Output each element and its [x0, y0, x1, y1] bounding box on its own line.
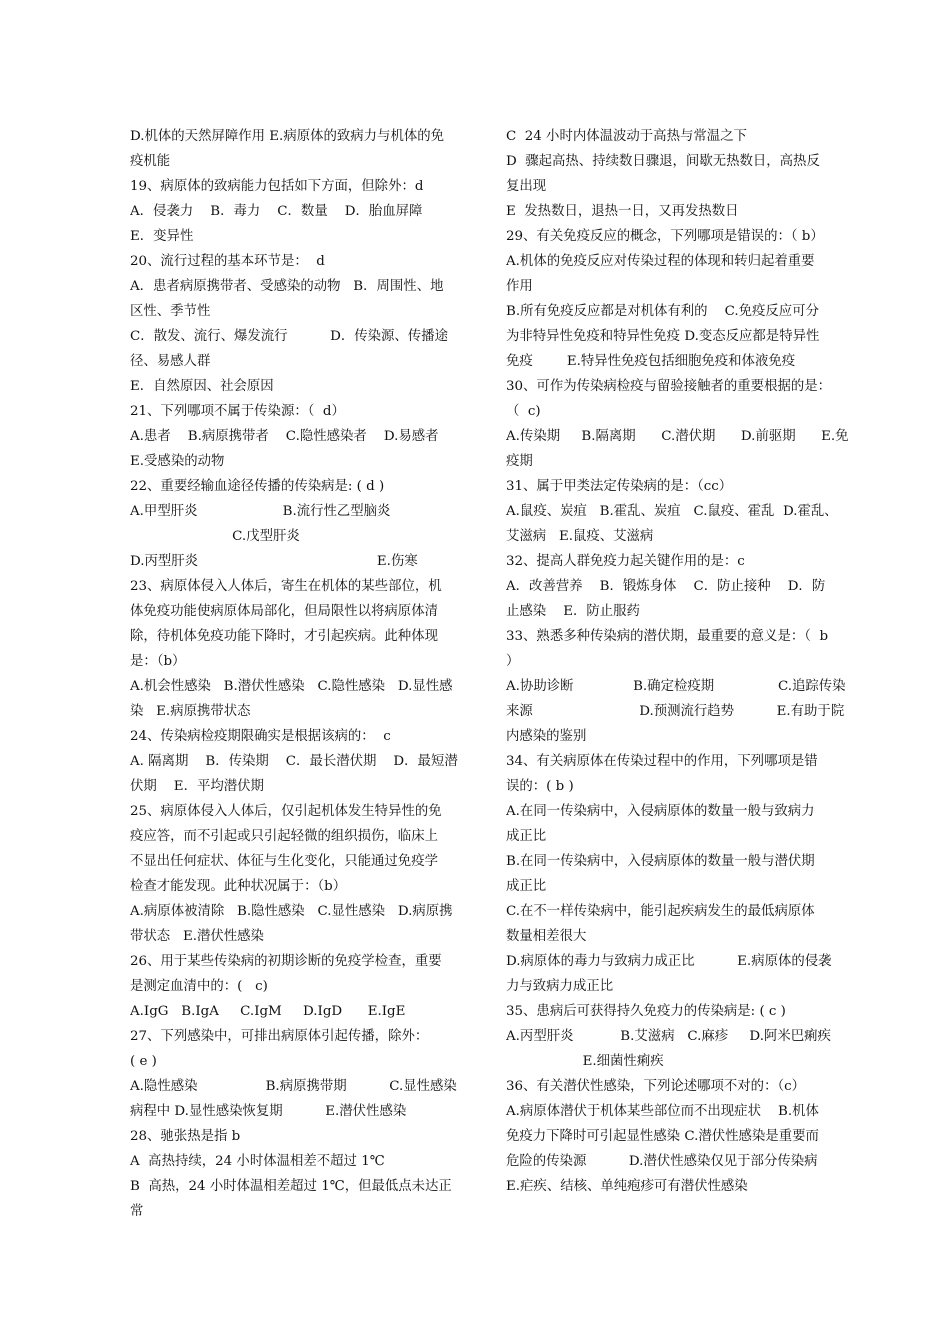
left-column-text-line: 22、重要经输血途径传播的传染病是: ( d )	[130, 479, 385, 494]
right-column-text-line: A.协助诊断 B.确定检疫期 C.追踪传染	[506, 679, 846, 694]
right-column-text-line: 误的：( b )	[506, 779, 574, 794]
left-column-text-line: 20、流行过程的基本环节是： d	[130, 254, 325, 269]
left-column-text-line: 检查才能发现。此种状况属于：（b）	[130, 879, 347, 894]
right-column-text-line: 31、属于甲类法定传染病的是：（cc）	[506, 479, 733, 494]
left-column-text-line: 染 E.病原携带状态	[130, 704, 251, 719]
left-column-text-line: A.患者 B.病原携带者 C.隐性感染者 D.易感者	[130, 429, 439, 444]
left-column-text-line: 23、病原体侵入人体后，寄生在机体的某些部位，机	[130, 579, 442, 594]
left-column-text-line: 是：（b）	[130, 654, 186, 669]
left-column-text-line: A.病原体被清除 B.隐性感染 C.显性感染 D.病原携	[130, 904, 453, 919]
right-column-text-line: A.鼠疫、炭疽 B.霍乱、炭疽 C.鼠疫、霍乱 D.霍乱、	[506, 504, 838, 519]
left-column-text-line: C.戊型肝炎	[130, 529, 300, 544]
left-column-text-line: 病程中 D.显性感染恢复期 E.潜伏性感染	[130, 1104, 407, 1119]
left-column-text-line: A. 隔离期 B．传染期 C．最长潜伏期 D．最短潜	[130, 754, 458, 769]
left-column-text-line: A 高热持续，24 小时体温相差不超过 1℃	[130, 1154, 385, 1169]
right-column-text-line: A.传染期 B.隔离期 C.潜伏期 D.前驱期 E.免	[506, 429, 849, 444]
right-column-text-line: C 24 小时内体温波动于高热与常温之下	[506, 129, 747, 144]
left-column-text-line: A.隐性感染 B.病原携带期 C.显性感染	[130, 1079, 457, 1094]
right-column-text-line: E 发热数日，退热一日，又再发热数日	[506, 204, 739, 219]
left-column-text-line: 19、病原体的致病能力包括如下方面，但除外：d	[130, 179, 424, 194]
right-column-text-line: 复出现	[506, 179, 547, 194]
left-column-text-line: 疫应答，而不引起或只引起轻微的组织损伤，临床上	[130, 829, 438, 844]
right-column-text-line: （ c)	[506, 404, 541, 419]
left-column-text-line: 26、用于某些传染病的初期诊断的免疫学检查，重要	[130, 954, 442, 969]
right-column-text-line: 来源 D.预测流行趋势 E.有助于院	[506, 704, 845, 719]
left-column-text-line: 21、下列哪项不属于传染源：（ d）	[130, 404, 345, 419]
left-column-text-line: A.IgG B.IgA C.IgM D.IgD E.IgE	[130, 1004, 406, 1019]
right-column-text-line: 免疫 E.特异性免疫包括细胞免疫和体液免疫	[506, 354, 796, 369]
right-column-text-line: 危险的传染源 D.潜伏性感染仅见于部分传染病	[506, 1154, 818, 1169]
left-column-text-line: 常	[130, 1204, 144, 1219]
left-column-text-line: 体免疫功能使病原体局部化，但局限性以将病原体清	[130, 604, 438, 619]
left-column-text-line: E.受感染的动物	[130, 454, 225, 469]
left-column-text-line: 径、易感人群	[130, 354, 211, 369]
right-column-text-line: D 骤起高热、持续数日骤退，间歇无热数日，高热反	[506, 154, 820, 169]
right-column-text-line: 35、患病后可获得持久免疫力的传染病是: ( c )	[506, 1004, 786, 1019]
left-column-text-line: 区性、季节性	[130, 304, 211, 319]
left-column-text-line: B 高热，24 小时体温相差超过 1℃，但最低点未达正	[130, 1179, 452, 1194]
left-column-text-line: 28、驰张热是指 b	[130, 1129, 241, 1144]
right-column-text-line: A.丙型肝炎 B.艾滋病 C.麻疹 D.阿米巴痢疾	[506, 1029, 831, 1044]
right-column-text-line: 32、提高人群免疫力起关键作用的是：c	[506, 554, 745, 569]
left-column-text-line: 伏期 E．平均潜伏期	[130, 779, 264, 794]
right-column-text-line: D.病原体的毒力与致病力成正比 E.病原体的侵袭	[506, 954, 832, 969]
left-column-text-line: 24、传染病检疫期限确实是根据该病的： c	[130, 729, 391, 744]
left-column-text-line: 不显出任何症状、体征与生化变化，只能通过免疫学	[130, 854, 438, 869]
right-column-text-line: E.疟疾、结核、单纯疱疹可有潜伏性感染	[506, 1179, 748, 1194]
left-column-text-line: 疫机能	[130, 154, 171, 169]
left-column-text-line: A．侵袭力 B．毒力 C．数量 D．胎血屏障	[130, 204, 423, 219]
left-column-text-line: C．散发、流行、爆发流行 D．传染源、传播途	[130, 329, 448, 344]
right-column-text-line: 作用	[506, 279, 533, 294]
right-column-text-line: A．改善营养 B．锻炼身体 C．防止接种 D．防	[506, 579, 826, 594]
right-column-text-line: 力与致病力成正比	[506, 979, 614, 994]
left-column-text-line: A.甲型肝炎 B.流行性乙型脑炎	[130, 504, 391, 519]
right-column-text-line: 内感染的鉴别	[506, 729, 587, 744]
right-column	[506, 124, 849, 1199]
right-column-text-line: 成正比	[506, 879, 547, 894]
left-column-text-line: A.机会性感染 B.潜伏性感染 C.隐性感染 D.显性感	[130, 679, 453, 694]
right-column-text-line: B.所有免疫反应都是对机体有利的 C.免疫反应可分	[506, 304, 819, 319]
right-column-text-line: 为非特异性免疫和特异性免疫 D.变态反应都是特异性	[506, 329, 820, 344]
left-column-text-line: D.丙型肝炎 E.伤寒	[130, 554, 418, 569]
right-column-text-line: 34、有关病原体在传染过程中的作用，下列哪项是错	[506, 754, 818, 769]
right-column-text-line: 数量相差很大	[506, 929, 587, 944]
right-column-text-line: 29、有关免疫反应的概念，下列哪项是错误的：（ b）	[506, 229, 824, 244]
left-column	[130, 124, 473, 1224]
left-column-text-line: 除，待机体免疫功能下降时，才引起疾病。此种体现	[130, 629, 438, 644]
left-column-text-line: 25、病原体侵入人体后，仅引起机体发生特异性的免	[130, 804, 442, 819]
left-column-text-line: E．变异性	[130, 229, 194, 244]
right-column-text-line: A.机体的免疫反应对传染过程的体现和转归起着重要	[506, 254, 815, 269]
right-column-text-line: 33、熟悉多种传染病的潜伏期，最重要的意义是：（ b	[506, 629, 829, 644]
right-column-text-line: B.在同一传染病中，入侵病原体的数量一般与潜伏期	[506, 854, 815, 869]
left-column-text-line: 带状态 E.潜伏性感染	[130, 929, 264, 944]
left-column-text-line: E．自然原因、社会原因	[130, 379, 274, 394]
right-column-text-line: 疫期	[506, 454, 533, 469]
right-column-text-line: A.病原体潜伏于机体某些部位而不出现症状 B.机体	[506, 1104, 819, 1119]
left-column-text-line: D.机体的天然屏障作用 E.病原体的致病力与机体的免	[130, 129, 445, 144]
right-column-text-line: 成正比	[506, 829, 547, 844]
right-column-text-line: A.在同一传染病中，入侵病原体的数量一般与致病力	[506, 804, 815, 819]
right-column-text-line: 免疫力下降时可引起显性感染 C.潜伏性感染是重要而	[506, 1129, 819, 1144]
left-column-text-line: 是测定血清中的：( c)	[130, 979, 268, 994]
right-column-text-line: 艾滋病 E.鼠疫、艾滋病	[506, 529, 654, 544]
left-column-text-line: ( e )	[130, 1054, 157, 1069]
right-column-text-line: ）	[506, 654, 520, 669]
right-column-text-line: C.在不一样传染病中，能引起疾病发生的最低病原体	[506, 904, 815, 919]
right-column-text-line: 止感染 E．防止服药	[506, 604, 640, 619]
left-column-text-line: 27、下列感染中，可排出病原体引起传播，除外：	[130, 1029, 429, 1044]
left-column-text-line: A．患者病原携带者、受感染的动物 B．周围性、地	[130, 279, 444, 294]
right-column-text-line: E.细菌性痢疾	[506, 1054, 664, 1069]
right-column-text-line: 36、有关潜伏性感染，下列论述哪项不对的：（c）	[506, 1079, 806, 1094]
right-column-text-line: 30、可作为传染病检疫与留验接触者的重要根据的是：	[506, 379, 832, 394]
